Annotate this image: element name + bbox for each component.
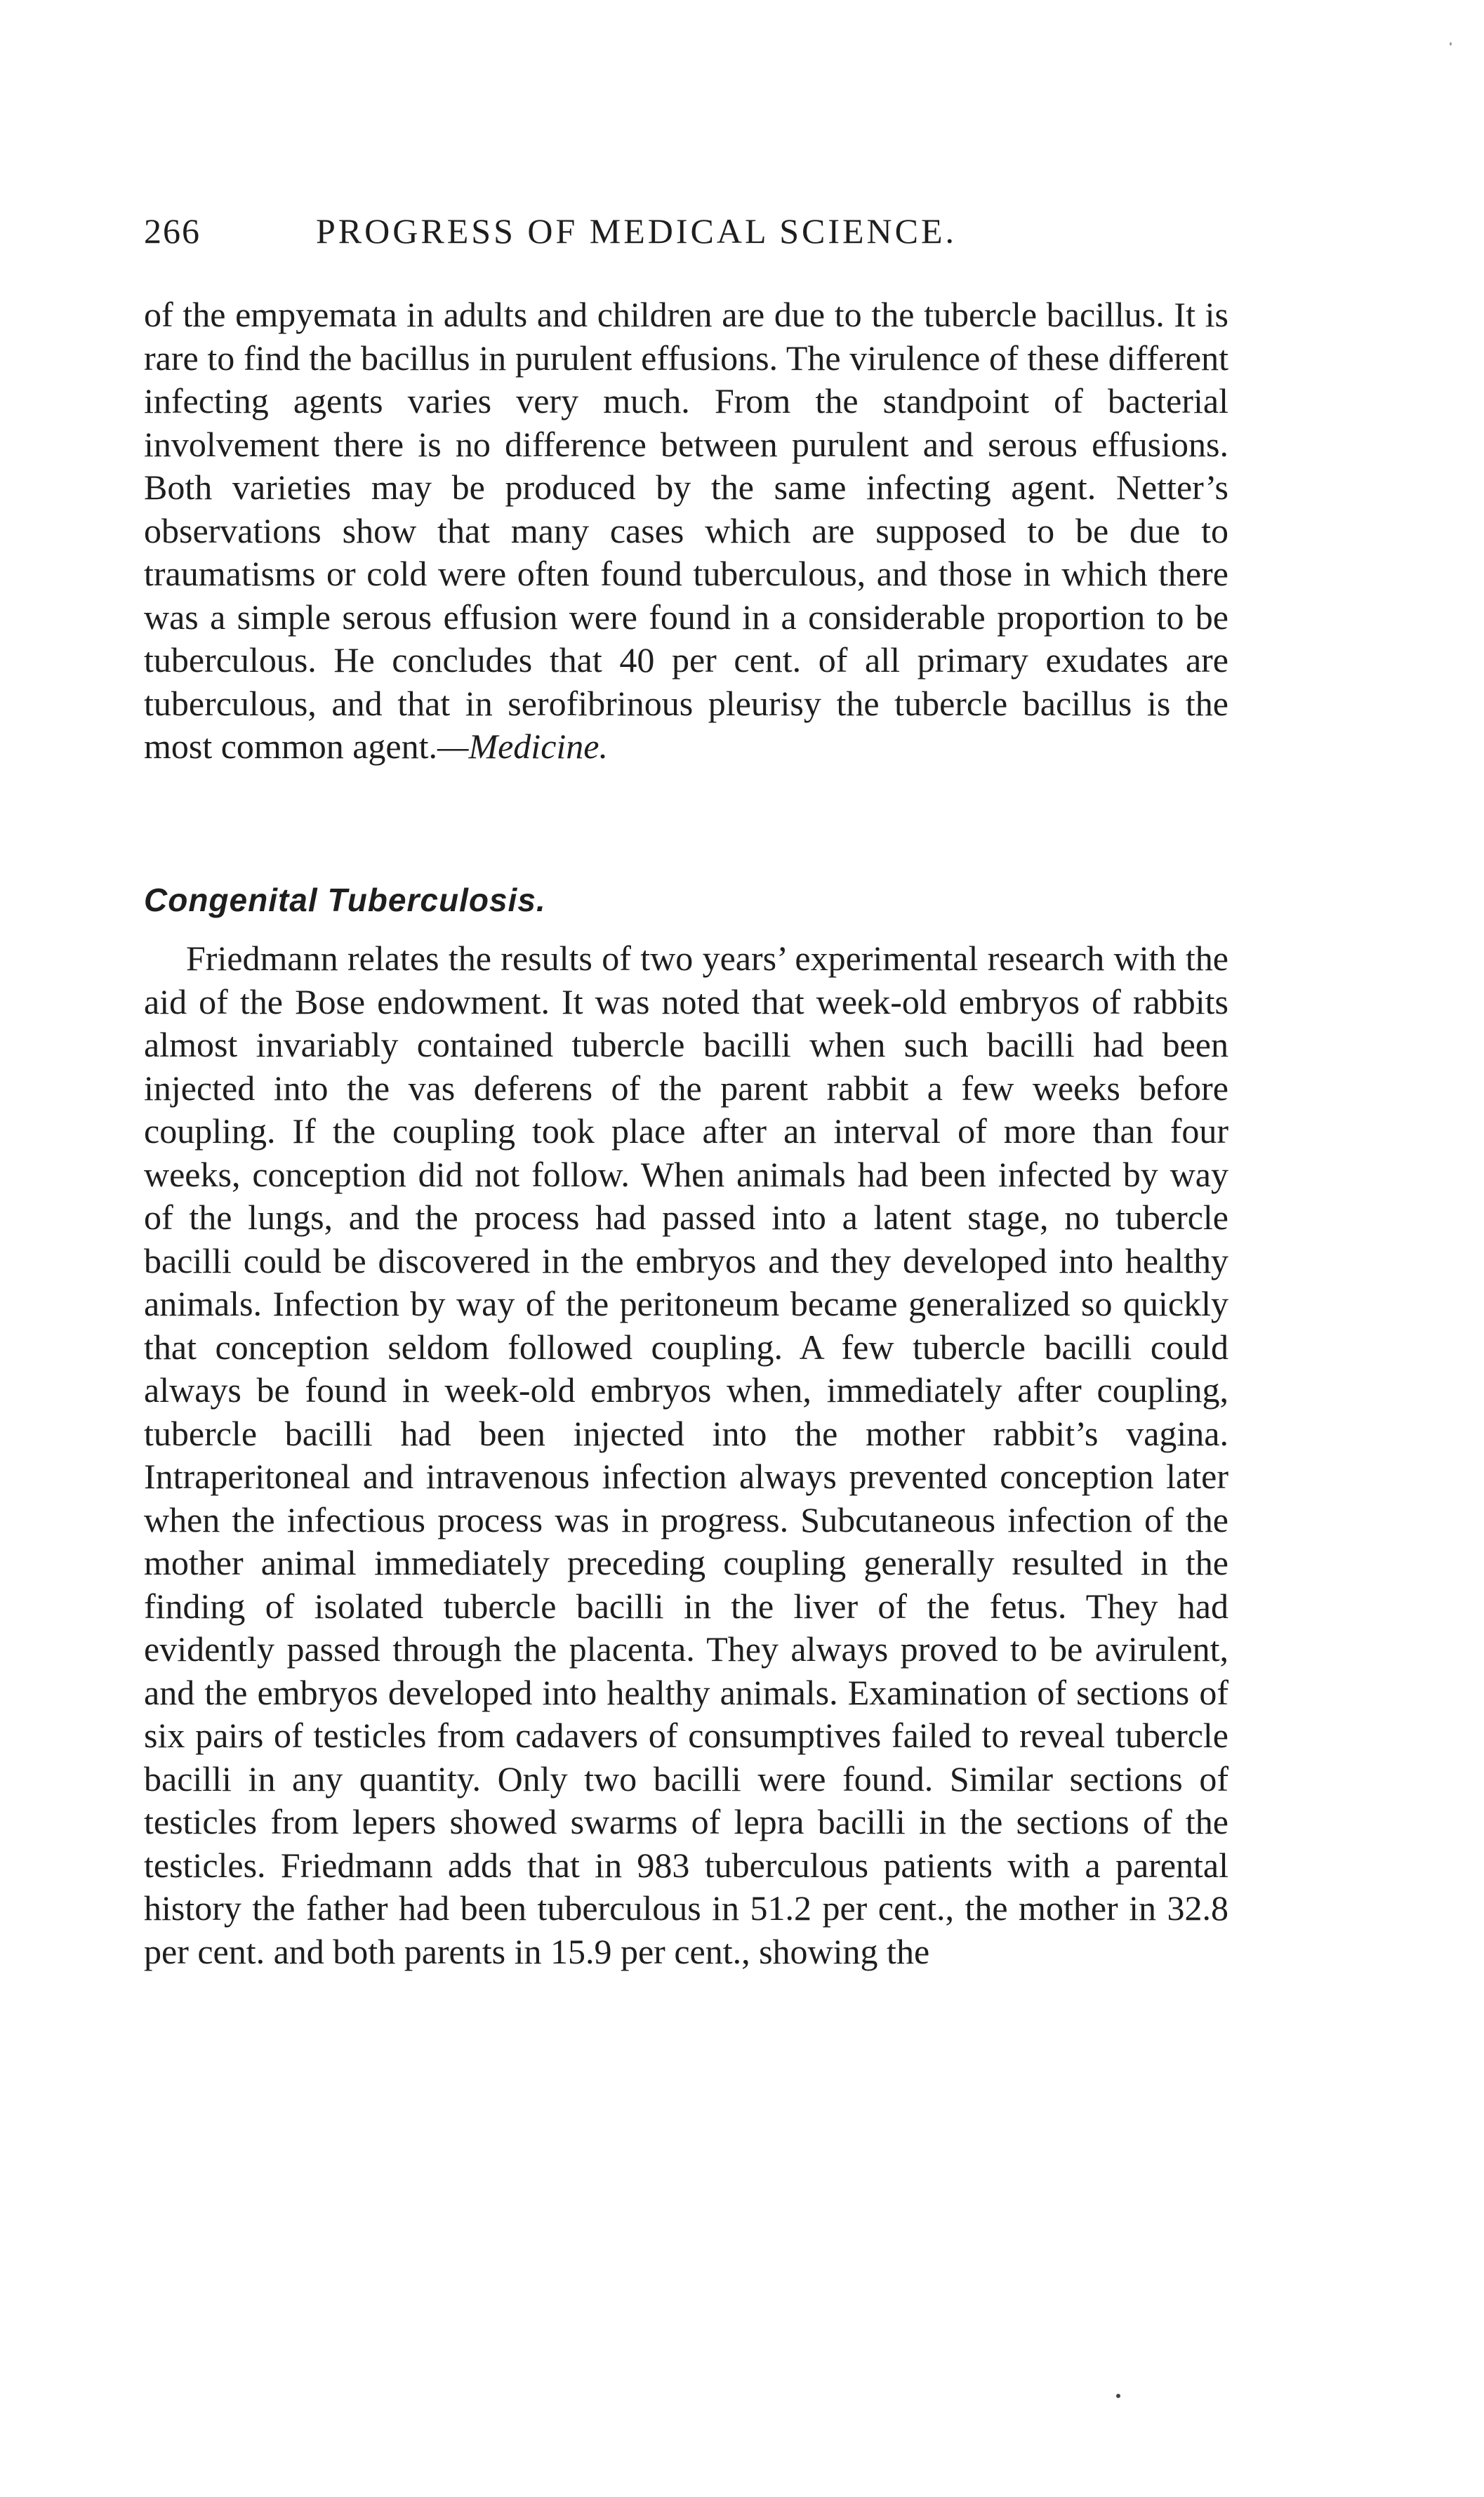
body-paragraph (144, 293, 1228, 769)
ink-speck (1450, 42, 1452, 46)
running-title: PROGRESS OF MEDICAL SCIENCE. (316, 211, 958, 251)
section-paragraph: Friedmann relates the results of two years’ experimental research with the aid of the Bose endowment. It was noted that week-old embryos of rabbits almost invariably contained tubercle bacilli when such bacilli had been injected into the vas deferens of the parent rabbit a few weeks before coupling. If the coupling took place after an interval of more than four weeks, conception did not follow. When animals had been infected by way of the lungs, and the process had passed into a latent stage, no tubercle bacilli could be discovered in the embryos and they developed into healthy animals. Infection by way of the peritoneum became generalized so quickly that conception seldom followed coupling. A few tubercle bacilli could always be found in week-old embryos when, immediately after coupling, tubercle bacilli had been injected into the mother rabbit’s vagina. Intraperitoneal and intravenous infection always prevented conception later when the infectious process was in progress. Subcutaneous infection of the mother animal immediately preceding coupling generally resulted in the finding of isolated tubercle bacilli in the liver of the fetus. They had evidently passed through the placenta. They always proved to be avirulent, and the embryos developed into healthy animals. Examination of sections of six pairs of testicles from cadavers of consumptives failed to reveal tubercle bacilli in any quantity. Only two bacilli were found. Similar sections of testicles from lepers showed swarms of lepra bacilli in the sections of the testicles. Friedmann adds that in 983 tuberculous patients with a parental history the father had been tuberculous in 51.2 per cent., the mother in 32.8 per cent. and both parents in 15.9 per cent., showing the (144, 939, 1228, 1971)
running-head (144, 211, 1225, 260)
ink-speck (1116, 2394, 1120, 2398)
source-citation: —Medicine. (437, 727, 608, 766)
page-number: 266 (144, 211, 201, 251)
section-heading: Congenital Tuberculosis. (144, 882, 546, 918)
paragraph-text: of the empyemata in adults and children are due to the tubercle bacillus. It is rare to find the bacillus in purulent effusions. The virulence of these different infecting agents varies very much. From the standpoint of bacterial involvement there is no difference between purulent and serous effusions. Both varieties may be produced by the same infecting agent. Netter’s observations show that many cases which are supposed to be due to traumatisms or cold were often found tuberculous, and those in which there was a simple serous effusion were found in a considerable proportion to be tuberculous. He concludes that 40 per cent. of all primary exudates are tuberculous, and that in serofibrinous pleurisy the tubercle bacillus is the most common agent. (144, 295, 1228, 766)
